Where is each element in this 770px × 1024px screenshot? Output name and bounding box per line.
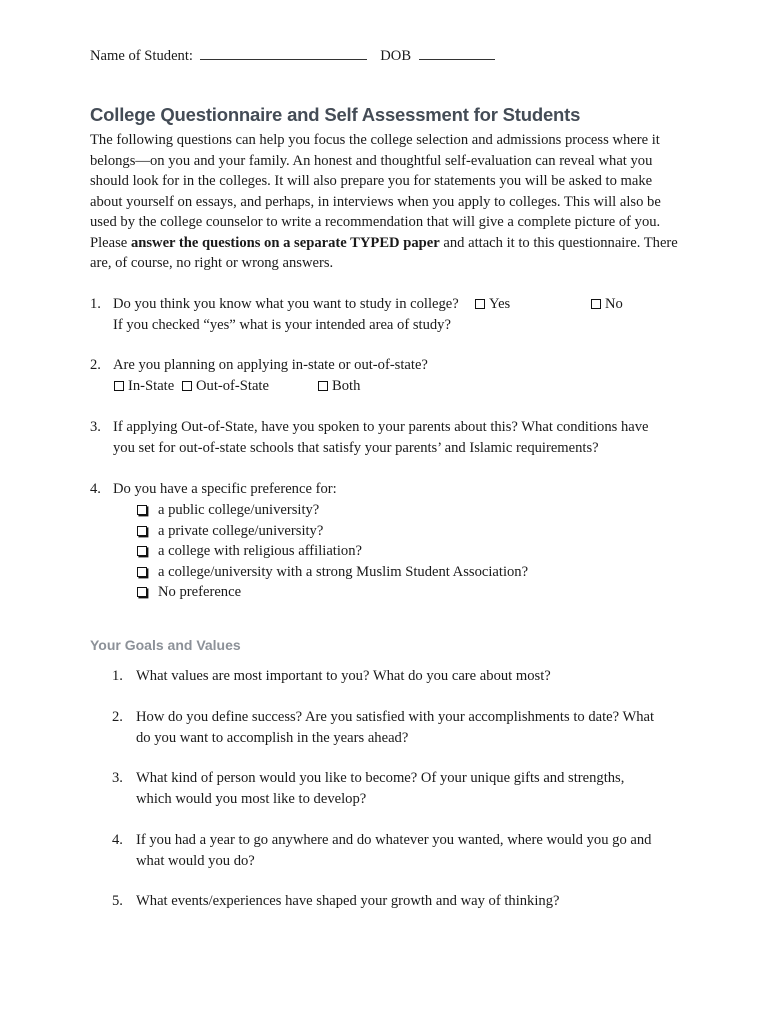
- q4-option[interactable]: [137, 562, 529, 583]
- q2-in-state-label: In-State: [128, 378, 175, 394]
- goal-line-1: If you had a year to go anywhere and do whatever you wanted, where would you go and: [136, 832, 652, 848]
- q2-both-label: Both: [332, 378, 361, 394]
- page-title: College Questionnaire and Self Assessment for Students: [90, 104, 581, 125]
- goal-line-1: What events/experiences have shaped your growth and way of thinking?: [136, 893, 560, 909]
- q3-line-2: you set for out-of-state schools that satisfy your parents’ and Islamic requirements?: [113, 440, 599, 456]
- checkbox-icon[interactable]: [137, 567, 147, 577]
- checkbox-icon[interactable]: [475, 299, 485, 309]
- q3-line-1: If applying Out-of-State, have you spoken to your parents about this? What conditions have: [113, 419, 649, 435]
- q4-number: 4.: [90, 481, 101, 497]
- dob-label: DOB: [380, 48, 412, 64]
- name-field[interactable]: [200, 46, 367, 60]
- intro-text-2: and attach it to this questionnaire. There are, of course, no right or wrong answers.: [90, 234, 678, 271]
- goal-number: 2.: [112, 709, 123, 725]
- question-4: [90, 479, 690, 609]
- q2-number: 2.: [90, 357, 101, 373]
- q4-option-label: a public college/university?: [158, 502, 320, 518]
- q2-in-state-option[interactable]: [114, 376, 174, 397]
- goal-number: 1.: [112, 668, 123, 684]
- q1-followup: If you checked “yes” what is your intended area of study?: [113, 317, 451, 333]
- question-3: [90, 417, 690, 461]
- q4-option-label: a private college/university?: [158, 522, 324, 539]
- intro-paragraph: [90, 130, 682, 274]
- question-2: [90, 355, 690, 399]
- q4-text: Do you have a specific preference for:: [113, 481, 337, 497]
- intro-text-1: The following questions can help you focus the college selection and admissions process where it belongs—on you and your family. An honest and thoughtful self-evaluation can reveal what you should look for in the colleges. It will also prepare you for statements you will be asked to make about yourself on essays, and perhaps, in interviews when you apply to colleges. This will also be used by the college counselor to write a recommendation that will give a complete picture of you. Please: [90, 132, 661, 251]
- name-label: Name of Student:: [90, 48, 193, 64]
- list-item: [112, 830, 652, 869]
- checkbox-icon[interactable]: [114, 381, 124, 391]
- q3-number: 3.: [90, 419, 101, 435]
- list-item: [112, 768, 625, 807]
- goal-line-1: What values are most important to you? What do you care about most?: [136, 668, 551, 684]
- goal-line-1: How do you define success? Are you satisfied with your accomplishments to date? What: [136, 709, 655, 725]
- list-item: [112, 707, 655, 746]
- goal-number: 3.: [112, 770, 123, 786]
- checkbox-icon[interactable]: [137, 526, 147, 536]
- goal-line-2: do you want to accomplish in the years ahead?: [136, 730, 409, 746]
- list-item: [112, 891, 560, 912]
- q1-no-label: No: [605, 296, 623, 312]
- q2-text: Are you planning on applying in-state or out-of-state?: [113, 357, 428, 373]
- dob-field[interactable]: [419, 46, 495, 60]
- goal-line-1: What kind of person would you like to become? Of your unique gifts and strengths,: [136, 770, 625, 786]
- goal-line-2: what would you do?: [136, 853, 255, 869]
- q1-yes-option[interactable]: [475, 294, 510, 315]
- question-1: [90, 294, 690, 338]
- q4-option-label: a college/university with a strong Muslim Student Association?: [158, 563, 529, 580]
- goals-list: [112, 666, 692, 926]
- q2-both-option[interactable]: [318, 376, 360, 397]
- q4-option[interactable]: [137, 500, 320, 521]
- goal-number: 4.: [112, 832, 123, 848]
- q4-option[interactable]: [137, 582, 242, 603]
- q4-option[interactable]: [137, 541, 362, 562]
- q1-yes-label: Yes: [489, 296, 511, 312]
- list-item: [112, 666, 551, 687]
- checkbox-icon[interactable]: [137, 505, 147, 515]
- q4-option[interactable]: [137, 521, 324, 542]
- goal-number: 5.: [112, 893, 123, 909]
- checkbox-icon[interactable]: [318, 381, 328, 391]
- student-header: [90, 46, 495, 67]
- q2-out-of-state-option[interactable]: [182, 376, 269, 397]
- q4-option-label: a college with religious affiliation?: [158, 543, 362, 559]
- checkbox-icon[interactable]: [591, 299, 601, 309]
- intro-bold-text: answer the questions on a separate TYPED paper: [130, 234, 440, 251]
- q4-option-label: No preference: [158, 584, 242, 600]
- checkbox-icon[interactable]: [182, 381, 192, 391]
- q1-number: 1.: [90, 296, 101, 312]
- checkbox-icon[interactable]: [137, 546, 147, 556]
- q1-no-option[interactable]: [591, 294, 623, 315]
- q2-out-of-state-label: Out-of-State: [196, 378, 269, 394]
- goal-line-2: which would you most like to develop?: [136, 791, 367, 807]
- q1-text: Do you think you know what you want to study in college?: [113, 296, 459, 312]
- goals-heading: Your Goals and Values: [90, 637, 241, 653]
- checkbox-icon[interactable]: [137, 587, 147, 597]
